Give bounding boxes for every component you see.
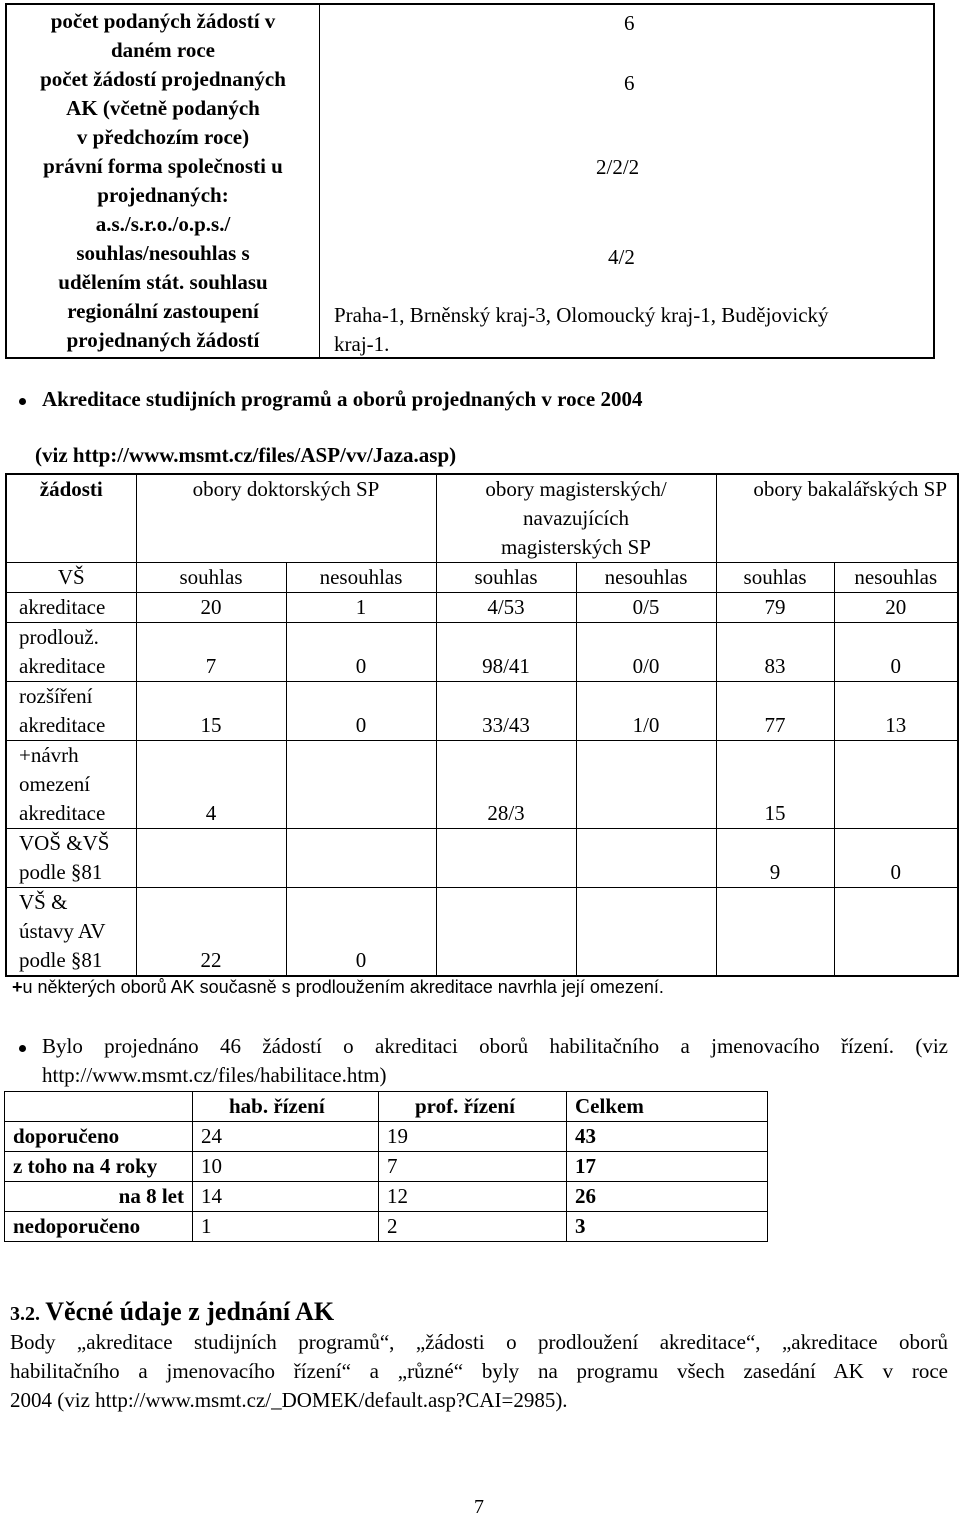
cell: 2	[379, 1212, 567, 1242]
table-row	[6, 888, 958, 977]
table-row	[6, 682, 958, 741]
row-label: doporučeno	[5, 1122, 193, 1152]
cell: 0/0	[576, 623, 716, 682]
row-label	[6, 888, 136, 977]
table-row	[6, 593, 958, 623]
label-line: AK (včetně podaných	[66, 96, 260, 120]
bullet-heading: Akreditace studijních programů a oborů projednaných v roce 2004	[42, 387, 643, 411]
cell: 79	[716, 593, 834, 623]
cell: 20	[834, 593, 958, 623]
row-label-line: akreditace	[19, 713, 106, 737]
cell: 9	[716, 829, 834, 888]
cell: 0	[286, 623, 436, 682]
row-label-line: omezení	[19, 772, 91, 796]
row-label	[6, 593, 136, 623]
label-line: a.s./s.r.o./o.p.s./	[95, 212, 231, 236]
cell: 0/5	[576, 593, 716, 623]
value-consent: 4/2	[608, 245, 635, 269]
cell: 24	[193, 1122, 379, 1152]
header-bachelor: obory bakalářských SP	[716, 474, 958, 563]
subheader-dissent: nesouhlas	[286, 563, 436, 593]
footnote-text: u některých oborů AK současně s prodloužením akreditace navrhla její omezení.	[22, 977, 664, 997]
cell	[834, 888, 958, 977]
subheader-dissent: nesouhlas	[834, 563, 958, 593]
cell	[716, 888, 834, 977]
cell: 19	[379, 1122, 567, 1152]
label-line: regionální zastoupení	[67, 299, 259, 323]
cell: 10	[193, 1152, 379, 1182]
value-legal-form: 2/2/2	[596, 155, 640, 179]
cell: 77	[716, 682, 834, 741]
row-label-line: podle §81	[19, 948, 103, 972]
cell: 13	[834, 682, 958, 741]
cell	[576, 888, 716, 977]
subheader-consent: souhlas	[436, 563, 576, 593]
cell: 15	[716, 741, 834, 829]
cell	[286, 829, 436, 888]
row-label-line: VOŠ &VŠ	[19, 831, 110, 855]
section-title: Věcné údaje z jednání AK	[45, 1297, 335, 1326]
label-line: počet žádostí projednaných	[40, 67, 286, 91]
header-master-l2: navazujících	[522, 506, 630, 530]
row-label-line: VŠ &	[19, 890, 68, 914]
label-line: v předchozím roce)	[76, 125, 250, 149]
paragraph-line: habilitačního a jmenovacího řízení“ a „různé“ byly na programu všech zasedání AK v roce	[10, 1359, 948, 1383]
header-prof: prof. řízení	[379, 1092, 567, 1122]
cell: 4	[136, 741, 286, 829]
cell: 33/43	[436, 682, 576, 741]
cell: 7	[379, 1152, 567, 1182]
header-doctoral: obory doktorských SP	[136, 474, 436, 563]
header-total: Celkem	[567, 1092, 768, 1122]
cell: 0	[834, 829, 958, 888]
section-number: 3.2.	[10, 1303, 40, 1325]
cell-total: 17	[567, 1152, 768, 1182]
source-link[interactable]: (viz http://www.msmt.cz/files/ASP/vv/Jaza.asp)	[35, 443, 457, 467]
row-label-line: +návrh	[19, 743, 79, 767]
bullet-dot	[19, 398, 26, 405]
cell	[436, 888, 576, 977]
cell	[436, 829, 576, 888]
label-line: udělením stát. souhlasu	[58, 270, 268, 294]
table-row	[6, 623, 958, 682]
table-row	[5, 1182, 768, 1212]
cell: 15	[136, 682, 286, 741]
row-label: na 8 let	[5, 1182, 193, 1212]
cell: 1	[286, 593, 436, 623]
summary-labels	[6, 4, 320, 358]
label-line: právní forma společnosti u	[43, 154, 283, 178]
value-processed: 6	[624, 71, 635, 95]
cell: 1	[193, 1212, 379, 1242]
header-hab: hab. řízení	[193, 1092, 379, 1122]
subheader-consent: souhlas	[136, 563, 286, 593]
cell	[576, 829, 716, 888]
cell: 0	[286, 888, 436, 977]
row-label-line: akreditace	[19, 801, 106, 825]
header-requests: žádosti	[6, 474, 136, 563]
table-row	[5, 1212, 768, 1242]
programs-table	[5, 473, 959, 977]
cell: 12	[379, 1182, 567, 1212]
value-submitted: 6	[624, 11, 635, 35]
cell: 4/53	[436, 593, 576, 623]
bullet-dot	[19, 1045, 26, 1052]
row-label-line: podle §81	[19, 860, 103, 884]
value-regions: Praha-1, Brněnský kraj-3, Olomoucký kraj-1, Budějovický	[334, 303, 829, 327]
row-label: nedoporučeno	[5, 1212, 193, 1242]
cell: 20	[136, 593, 286, 623]
section-heading	[10, 1297, 334, 1327]
cell: 22	[136, 888, 286, 977]
cell	[834, 741, 958, 829]
table-row	[6, 829, 958, 888]
footnote-mark: +	[12, 977, 23, 997]
cell-total: 3	[567, 1212, 768, 1242]
row-label-line: rozšíření	[19, 684, 93, 708]
cell	[286, 741, 436, 829]
row-label-line: akreditace	[19, 595, 106, 619]
cell	[136, 829, 286, 888]
summary-table	[5, 3, 935, 359]
label-line: souhlas/nesouhlas s	[76, 241, 250, 265]
footnote	[12, 977, 664, 998]
cell-total: 43	[567, 1122, 768, 1152]
row-label: z toho na 4 roky	[5, 1152, 193, 1182]
row-label-line: akreditace	[19, 654, 106, 678]
bullet2-link[interactable]: http://www.msmt.cz/files/habilitace.htm)	[42, 1063, 387, 1087]
habilitation-table	[4, 1091, 768, 1242]
header-master	[436, 474, 716, 563]
header-empty	[5, 1092, 193, 1122]
cell: 1/0	[576, 682, 716, 741]
summary-values	[320, 4, 935, 358]
header-master-l3: magisterských SP	[501, 535, 651, 559]
paragraph-line: 2004 (viz http://www.msmt.cz/_DOMEK/default.asp?CAI=2985).	[10, 1388, 568, 1412]
cell: 83	[716, 623, 834, 682]
label-line: projednaných žádostí	[66, 328, 260, 352]
page-number: 7	[474, 1496, 484, 1518]
cell: 0	[834, 623, 958, 682]
subheader-consent: souhlas	[716, 563, 834, 593]
row-label-line: ústavy AV	[19, 919, 106, 943]
row-label-line: prodlouž.	[19, 625, 99, 649]
row-label	[6, 682, 136, 741]
table-row	[5, 1122, 768, 1152]
cell: 7	[136, 623, 286, 682]
row-label	[6, 829, 136, 888]
row-label	[6, 741, 136, 829]
label-line: daném roce	[110, 38, 215, 62]
paragraph-line: Body „akreditace studijních programů“, „žádosti o prodloužení akreditace“, „akreditace oborů	[10, 1330, 948, 1354]
label-line: projednaných:	[97, 183, 229, 207]
cell-total: 26	[567, 1182, 768, 1212]
cell: 0	[286, 682, 436, 741]
label-line: počet podaných žádostí v	[50, 9, 276, 33]
subheader-vs: VŠ	[6, 563, 136, 593]
header-master-l1: obory magisterských/	[485, 477, 667, 501]
cell: 28/3	[436, 741, 576, 829]
table-row	[6, 741, 958, 829]
value-regions-cont: kraj-1.	[334, 332, 390, 356]
bullet2-line1: Bylo projednáno 46 žádostí o akreditaci oborů habilitačního a jmenovacího řízení. (viz	[42, 1034, 948, 1058]
cell: 14	[193, 1182, 379, 1212]
subheader-dissent: nesouhlas	[576, 563, 716, 593]
row-label	[6, 623, 136, 682]
cell	[576, 741, 716, 829]
table-row	[5, 1152, 768, 1182]
cell: 98/41	[436, 623, 576, 682]
